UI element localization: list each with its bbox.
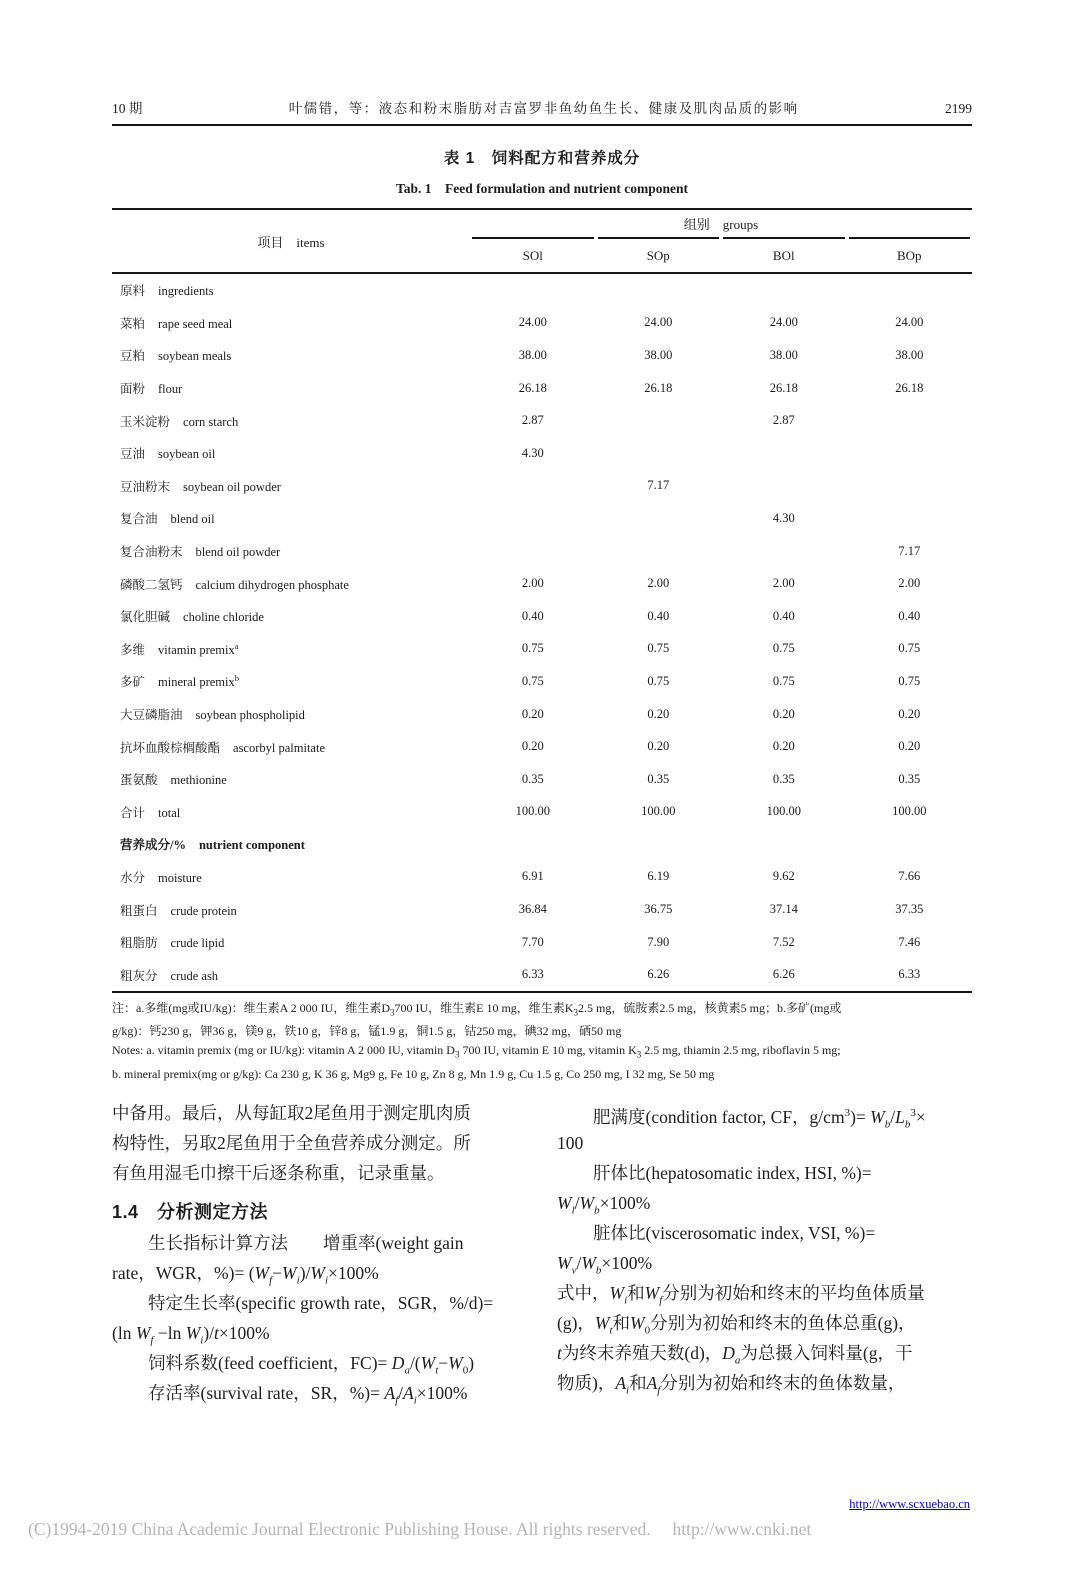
table-row (112, 861, 972, 894)
row-label-cn: 粗脂肪 (120, 936, 158, 951)
items-column-header: 项目 items (257, 234, 325, 250)
copyright-watermark (28, 1519, 1048, 1540)
cell-value: 6.91 (521, 869, 544, 884)
row-label (112, 901, 470, 919)
note-line: b. mineral premix(mg or g/kg): Ca 230 g, K 36 g, Mg9 g, Fe 10 g, Zn 8 g, Mn 1.9 g, Cu 1.5 g, Co 250 mg, I 32 mg, Se 50 mg (112, 1066, 715, 1081)
table-row (112, 502, 972, 535)
cell-value: 26.18 (895, 380, 924, 395)
cell-value: 2.00 (521, 576, 544, 591)
row-label (112, 542, 470, 560)
cell-value: 38.00 (895, 347, 924, 362)
row-label (112, 868, 470, 886)
cell-value: 0.20 (647, 706, 670, 721)
row-label (112, 412, 470, 430)
cell-value: 4.30 (772, 510, 795, 525)
table-row (112, 404, 972, 437)
cell-value: 2.00 (647, 576, 670, 591)
text-line: 肥满度(condition factor, CF，$g/cm^3)= W_b/L_b^3\times$ (593, 1106, 926, 1131)
cell-value: 24.00 (644, 315, 673, 330)
table-title-en: Tab. 1 Feed formulation and nutrient component (395, 181, 689, 196)
row-label-en: moisture (158, 870, 202, 885)
cell-value: 26.18 (644, 380, 673, 395)
cell-value: 0.20 (772, 739, 795, 754)
cell-value: 24.00 (769, 315, 798, 330)
table-row (112, 633, 972, 666)
cell-value: 6.26 (647, 967, 670, 982)
row-label-cn: 菜粕 (120, 316, 146, 331)
row-label-cn: 粗蛋白 (120, 903, 158, 918)
row-label-cn: 面粉 (120, 382, 146, 397)
table-notes (112, 999, 972, 1084)
cell-value: 9.62 (772, 869, 795, 884)
row-label-cn: 蛋氨酸 (120, 773, 158, 788)
row-label-en: crude protein (170, 903, 237, 918)
text-line: 物质)，$A_i$和$A_f$分别为初始和终末的鱼体数量， (557, 1372, 906, 1397)
row-label-en: soybean phospholipid (195, 708, 305, 723)
cell-value: 100.00 (766, 804, 801, 819)
text-line: 中备用。最后，从每缸取2尾鱼用于测定肌肉质 (112, 1102, 471, 1123)
row-label-en: corn starch (183, 414, 239, 429)
table-row (112, 926, 972, 959)
cell-value: 7.52 (772, 934, 795, 949)
text-line: (ln $W_f -\ln$ $W_i)/t\times 100\%$ (112, 1322, 270, 1347)
cell-value: 37.35 (895, 902, 924, 917)
cell-value: 0.75 (898, 641, 921, 656)
row-label-cn: 粗灰分 (120, 968, 158, 983)
table-row (112, 763, 972, 796)
row-label-en: soybean meals (158, 349, 232, 364)
cell-value: 4.30 (521, 445, 544, 460)
row-label (112, 835, 470, 853)
row-label (112, 607, 470, 625)
row-label (112, 803, 470, 821)
table-header (112, 210, 972, 274)
cell-value: 6.33 (898, 967, 921, 982)
text-line: 脏体比(viscerosomatic index, VSI, %)= (593, 1222, 876, 1243)
cell-value: 100.00 (515, 804, 550, 819)
row-label-en: soybean oil powder (183, 479, 281, 494)
row-label-cn: 营养成分/% (120, 838, 186, 853)
row-label-en: blend oil powder (195, 545, 281, 560)
text-line: t为终末养殖天数(d)，$D_a$为总摄入饲料量(g，干 (557, 1342, 913, 1367)
row-label-cn: 原料 (120, 284, 146, 299)
row-label (112, 770, 470, 788)
row-label-cn: 磷酸二氢钙 (120, 577, 183, 592)
cell-value: 0.35 (647, 771, 670, 786)
row-label (112, 281, 470, 299)
text-line: $W_l/W_b\times 100\%$ (557, 1192, 651, 1217)
row-label (112, 933, 470, 951)
cell-value: 0.75 (647, 641, 670, 656)
cell-value: 0.20 (647, 739, 670, 754)
table-row (112, 893, 972, 926)
cell-value: 2.87 (521, 413, 544, 428)
row-label-en: choline chloride (183, 610, 264, 625)
text-line: 100 (557, 1132, 584, 1153)
row-label (112, 705, 470, 723)
cell-value: 7.66 (898, 869, 921, 884)
page-number: 2199 (945, 101, 972, 116)
cell-value: 2.00 (898, 576, 921, 591)
row-label (112, 509, 470, 527)
row-label-en: crude ash (170, 968, 219, 983)
table-row (112, 307, 972, 340)
row-label-cn: 抗坏血酸棕榈酸酯 (120, 740, 221, 755)
row-label-en: blend oil (170, 512, 215, 527)
cell-value: 0.35 (898, 771, 921, 786)
cell-value: 7.90 (647, 934, 670, 949)
text-line: rate，WGR，%)= $(W_f-W_i)/W_i\times 100\%$ (112, 1262, 379, 1287)
cell-value: 0.35 (521, 771, 544, 786)
row-label-en: nutrient component (198, 838, 305, 853)
cell-value: 0.20 (521, 706, 544, 721)
note-line: 注：a.多维(mg或IU/kg)：维生素A 2 000 IU，维生素$D_3700$ IU，维生素E 10 mg，维生素$K_32.5$ mg，硫胺素2.5 mg，核黄素5 mg；b.多矿(mg或 (112, 1001, 842, 1018)
row-label (112, 672, 470, 690)
cell-value: 36.84 (518, 902, 547, 917)
table-row (112, 796, 972, 829)
text-line: 存活率(survival rate，SR，%)= $A_f/A_i\times 100\%$ (148, 1382, 468, 1407)
row-label-cn: 多维 (120, 642, 146, 657)
row-label-en: methionine (170, 773, 227, 788)
table-row (112, 535, 972, 568)
table-body (112, 274, 972, 991)
row-label-en: flour (158, 382, 183, 397)
table-row (112, 600, 972, 633)
text-line: 特定生长率(specific growth rate，SGR，%/d)= (148, 1292, 494, 1313)
row-label-cn: 复合油粉末 (120, 545, 183, 560)
cell-value: 0.75 (772, 673, 795, 688)
text-line: 构特性，另取2尾鱼用于全鱼营养成分测定。所 (112, 1132, 471, 1153)
row-label-cn: 多矿 (120, 675, 146, 690)
row-label-en: calcium dihydrogen phosphate (195, 577, 349, 592)
text-line: $W_v/W_b\times 100\%$ (557, 1252, 653, 1277)
text-line: 肝体比(hepatosomatic index, HSI, %)= (593, 1162, 872, 1183)
cnki-link[interactable]: http://www.cnki.net (672, 1519, 812, 1539)
row-label-en: crude lipid (170, 936, 225, 951)
issue-number: 10 期 (112, 101, 143, 116)
column-header-BOp: BOp (849, 237, 971, 272)
row-label-cn: 复合油 (120, 512, 158, 527)
row-label-en: ingredients (158, 284, 214, 299)
row-label (112, 346, 470, 364)
journal-website-link[interactable]: http://www.scxuebao.cn (849, 1497, 970, 1511)
body-column-left (112, 1098, 527, 1408)
feed-formulation-table (112, 208, 972, 993)
cell-value: 38.00 (518, 347, 547, 362)
table-row (112, 372, 972, 405)
row-label-en: soybean oil (158, 447, 216, 462)
cell-value: 36.75 (644, 902, 673, 917)
groups-label: 组别 groups (683, 217, 759, 232)
page-header (112, 97, 972, 126)
column-header-SOl: SOl (472, 237, 594, 272)
row-label-cn: 大豆磷脂油 (120, 708, 183, 723)
text-line: 饲料系数(feed coefficient，$FC)= D_a/(W_t-W_0)$ (148, 1352, 475, 1377)
table-title-cn: 表 1 饲料配方和营养成分 (443, 150, 641, 167)
cell-value: 2.87 (772, 413, 795, 428)
row-label-en: vitamin premix$^a$ (158, 640, 239, 657)
cell-value: 26.18 (518, 380, 547, 395)
cell-value: 0.40 (772, 608, 795, 623)
cell-value: 0.75 (521, 673, 544, 688)
cell-value: 0.20 (898, 706, 921, 721)
section-heading: 1.4 分析测定方法 (112, 1201, 269, 1222)
row-label-cn: 豆粕 (120, 349, 146, 364)
row-label (112, 738, 470, 756)
body-column-right (557, 1098, 972, 1408)
row-label (112, 966, 470, 984)
row-label (112, 640, 470, 658)
table-row (112, 698, 972, 731)
table-row (112, 665, 972, 698)
row-label-cn: 水分 (120, 870, 146, 885)
group-columns (470, 237, 972, 272)
groups-column-header (470, 210, 972, 272)
cell-value: 6.19 (647, 869, 670, 884)
cell-value: 0.75 (647, 673, 670, 688)
page-content (112, 97, 972, 1408)
cell-value: 6.33 (521, 967, 544, 982)
row-label-en: total (158, 805, 181, 820)
cell-value: 0.40 (521, 608, 544, 623)
table-row (112, 437, 972, 470)
table-row (112, 339, 972, 372)
table-row (112, 828, 972, 861)
row-label-cn: 合计 (120, 805, 146, 820)
row-label (112, 379, 470, 397)
text-line: 生长指标计算方法 增重率(weight gain (148, 1232, 464, 1253)
table-row (112, 730, 972, 763)
cell-value: 24.00 (518, 315, 547, 330)
cell-value: 38.00 (769, 347, 798, 362)
table-row (112, 274, 972, 307)
cell-value: 26.18 (769, 380, 798, 395)
running-title: 叶儒错，等：液态和粉末脂肪对吉富罗非鱼幼鱼生长、健康及肌肉品质的影响 (288, 101, 799, 116)
row-label-en: rape seed meal (158, 316, 233, 331)
row-label (112, 314, 470, 332)
cell-value: 0.40 (647, 608, 670, 623)
note-line: g/kg)：钙230 g，钾36 g，镁9 g，铁10 g，锌8 g，锰1.9 g，铜1.5 g，钴250 mg，碘32 mg，硒50 mg (112, 1024, 622, 1039)
column-header-SOp: SOp (598, 237, 720, 272)
row-label-cn: 豆油 (120, 447, 146, 462)
cell-value: 24.00 (895, 315, 924, 330)
copyright-text: (C)1994-2019 China Academic Journal Electronic Publishing House. All rights reserved. (28, 1519, 651, 1539)
row-label-cn: 玉米淀粉 (120, 414, 171, 429)
cell-value: 2.00 (772, 576, 795, 591)
cell-value: 7.17 (647, 478, 670, 493)
text-line: (g)，$W_t$和$W_0$分别为初始和终末的鱼体总重(g)， (557, 1312, 916, 1337)
table-row (112, 567, 972, 600)
cell-value: 0.20 (898, 739, 921, 754)
row-label-en: ascorbyl palmitate (233, 740, 325, 755)
cell-value: 0.75 (521, 641, 544, 656)
table-row (112, 470, 972, 503)
row-label (112, 477, 470, 495)
cell-value: 7.17 (898, 543, 921, 558)
column-header-BOl: BOl (723, 237, 845, 272)
cell-value: 0.20 (772, 706, 795, 721)
cell-value: 6.26 (772, 967, 795, 982)
cell-value: 0.40 (898, 608, 921, 623)
note-line: Notes: a. vitamin premix (mg or IU/kg): vitamin A 2 000 IU, vitamin $D_3$ 700 IU, vitamin E 10 mg, vitamin $K_3$ 2.5 mg, thiamin 2.5 mg, riboflavin 5 mg; (112, 1043, 841, 1060)
cell-value: 38.00 (644, 347, 673, 362)
cell-value: 100.00 (641, 804, 676, 819)
cell-value: 7.70 (521, 934, 544, 949)
text-line: 式中，$W_i$和$W_f$分别为初始和终末的平均鱼体质量 (557, 1282, 925, 1307)
row-label-cn: 氯化胆碱 (120, 610, 171, 625)
cell-value: 7.46 (898, 934, 921, 949)
cell-value: 0.35 (772, 771, 795, 786)
cell-value: 0.75 (772, 641, 795, 656)
cell-value: 0.20 (521, 739, 544, 754)
row-label (112, 575, 470, 593)
cell-value: 0.75 (898, 673, 921, 688)
cell-value: 100.00 (892, 804, 927, 819)
text-line: 有鱼用湿毛巾擦干后逐条称重，记录重量。 (112, 1162, 445, 1183)
row-label (112, 444, 470, 462)
article-body (112, 1098, 972, 1408)
row-label-cn: 豆油粉末 (120, 479, 171, 494)
cell-value: 37.14 (769, 902, 798, 917)
row-label-en: mineral premix$^b$ (158, 673, 239, 690)
table-row (112, 958, 972, 991)
